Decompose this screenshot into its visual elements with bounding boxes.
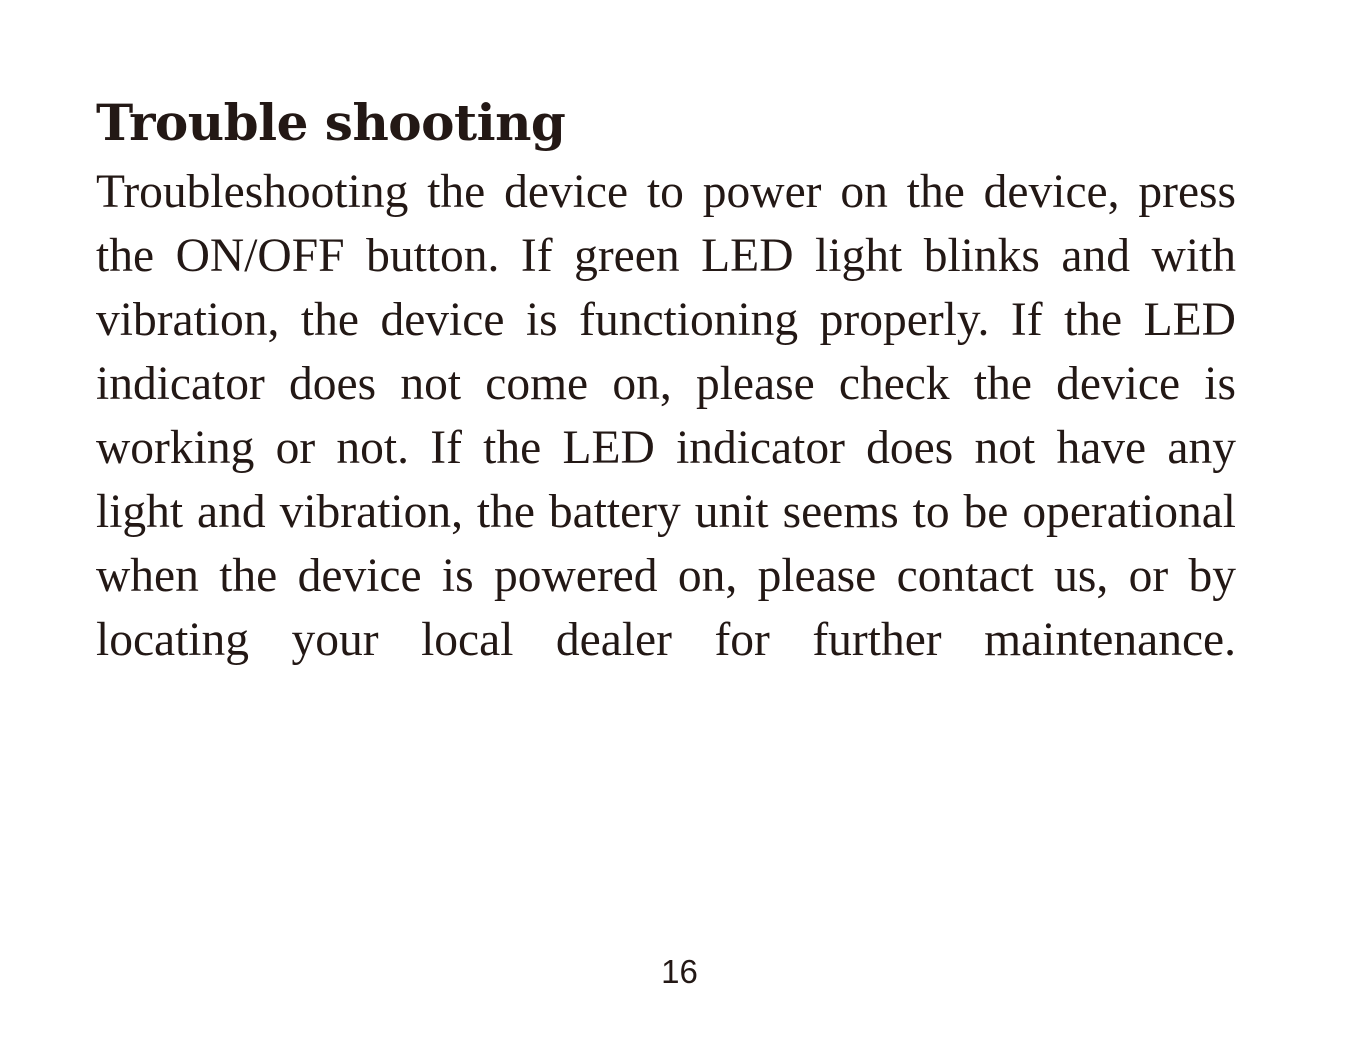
paragraph-line: working or not. If the LED indicator does not have any <box>96 422 1236 474</box>
page-content <box>96 88 1236 672</box>
page-number: 16 <box>661 953 698 990</box>
paragraph-line: Troubleshooting the device to power on the device, press <box>96 166 1236 218</box>
paragraph-line: vibration, the device is functioning properly. If the LED <box>96 294 1236 346</box>
paragraph-line: the ON/OFF button. If green LED light blinks and with <box>96 230 1236 282</box>
paragraph-line: when the device is powered on, please contact us, or by <box>96 550 1236 602</box>
paragraph-line: indicator does not come on, please check the device is <box>96 358 1236 410</box>
body-paragraph <box>96 160 1236 672</box>
paragraph-line: light and vibration, the battery unit seems to be operational <box>96 486 1236 538</box>
section-heading: Trouble shooting <box>96 93 566 152</box>
paragraph-line: locating your local dealer for further maintenance. <box>96 614 1236 666</box>
